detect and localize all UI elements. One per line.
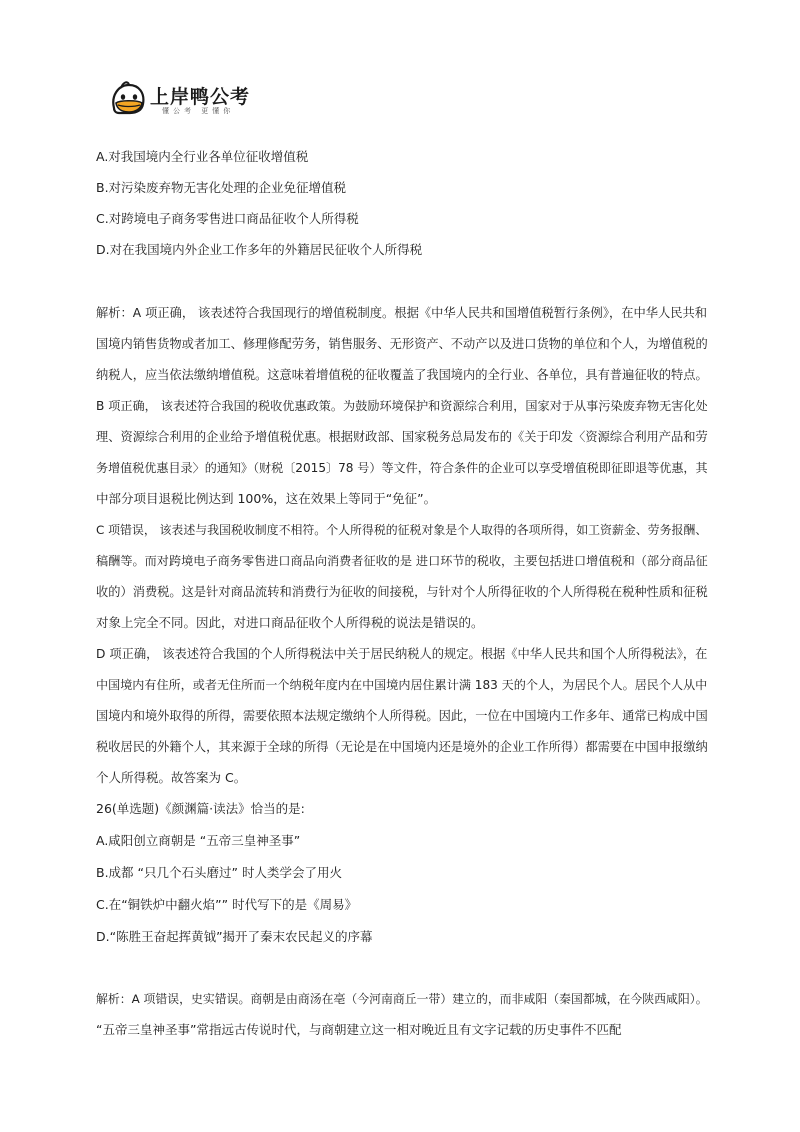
brand-logo: [108, 78, 258, 118]
analysis-line: 解析：A 项错误，史实错误。商朝是由商汤在亳（今河南商丘一带）建立的，而非咸阳（秦国都城，在今陕西咸阳）。: [96, 992, 708, 1006]
analysis-line: 税收居民的外籍个人，其来源于全球的所得（无论是在中国境内还是境外的企业工作所得）都需要在中国申报缴纳: [96, 740, 708, 754]
brand-name: 上岸鸭公考: [150, 86, 251, 108]
analysis-line: 理、资源综合利用的企业给予增值税优惠。根据财政部、国家税务总局发布的《关于印发〈资源综合利用产品和劳: [96, 430, 708, 444]
analysis-line: 中国境内有住所，或者无住所而一个纳税年度内在中国境内居住累计满 183 天的个人，为居民个人。居民个人从中: [96, 678, 708, 692]
analysis-line: C 项错误， 该表述与我国税收制度不相符。个人所得税的征税对象是个人取得的各项所得，如工资薪金、劳务报酬、: [96, 523, 708, 537]
option-a: A.对我国境内全行业各单位征收增值税: [96, 149, 309, 164]
analysis-line: 纳税人，应当依法缴纳增值税。这意味着增值税的征收覆盖了我国境内的全行业、各单位，具有普遍征收的特点。: [96, 368, 708, 382]
analysis-line: 务增值税优惠目录〉的通知》（财税〔2015〕78 号）等文件，符合条件的企业可以享受增值税即征即退等优惠，其: [96, 461, 708, 475]
option-d: D.对在我国境内外企业工作多年的外籍居民征收个人所得税: [96, 242, 423, 257]
option-a: A.咸阳创立商朝是 “五帝三皇神圣事”: [96, 833, 301, 848]
analysis-line: “五帝三皇神圣事”常指远古传说时代，与商朝建立这一相对晚近且有文字记载的历史事件不匹配: [96, 1022, 622, 1037]
option-c: C.在“铜铁炉中翻火焰”” 时代写下的是《周易》: [96, 897, 358, 912]
analysis-line: 国境内销售货物或者加工、修理修配劳务，销售服务、无形资产、不动产以及进口货物的单位和个人，为增值税的: [96, 337, 708, 351]
option-b: B.对污染废弃物无害化处理的企业免征增值税: [96, 180, 347, 195]
analysis-line: D 项正确， 该表述符合我国的个人所得税法中关于居民纳税人的规定。根据《中华人民共和国个人所得税法》，在: [96, 647, 708, 661]
option-c: C.对跨境电子商务零售进口商品征收个人所得税: [96, 211, 359, 226]
option-b: B.成都 “只几个石头磨过” 时人类学会了用火: [96, 865, 342, 880]
duck-icon: [108, 78, 148, 118]
analysis-line: 收的）消费税。这是针对商品流转和消费行为征收的间接税，与针对个人所得征收的个人所得税在税种性质和征税: [96, 585, 708, 599]
analysis-line: 国境内和境外取得的所得，需要依照本法规定缴纳个人所得税。因此，一位在中国境内工作多年、通常已构成中国: [96, 709, 708, 723]
analysis-line: B 项正确， 该表述符合我国的税收优惠政策。为鼓励环境保护和资源综合利用，国家对于从事污染废弃物无害化处: [96, 399, 708, 413]
analysis-line: 中部分项目退税比例达到 100%，这在效果上等同于“免征”。: [96, 491, 437, 506]
analysis-line: 个人所得税。故答案为 C。: [96, 770, 247, 785]
question-stem: 26(单选题)《颜渊篇·读法》恰当的是:: [96, 801, 305, 816]
analysis-line: 对象上完全不同。因此，对进口商品征收个人所得税的说法是错误的。: [96, 615, 484, 630]
analysis-line: 解析：A 项正确， 该表述符合我国现行的增值税制度。根据《中华人民共和国增值税暂行条例》，在中华人民共和: [96, 306, 708, 320]
brand-slogan: 懂公考 更懂你: [162, 107, 235, 115]
analysis-line: 稿酬等。而对跨境电子商务零售进口商品向消费者征收的是 进口环节的税收，主要包括进口增值税和（部分商品征: [96, 554, 708, 568]
option-d: D.“陈胜王奋起挥黄钺”揭开了秦末农民起义的序幕: [96, 929, 373, 944]
